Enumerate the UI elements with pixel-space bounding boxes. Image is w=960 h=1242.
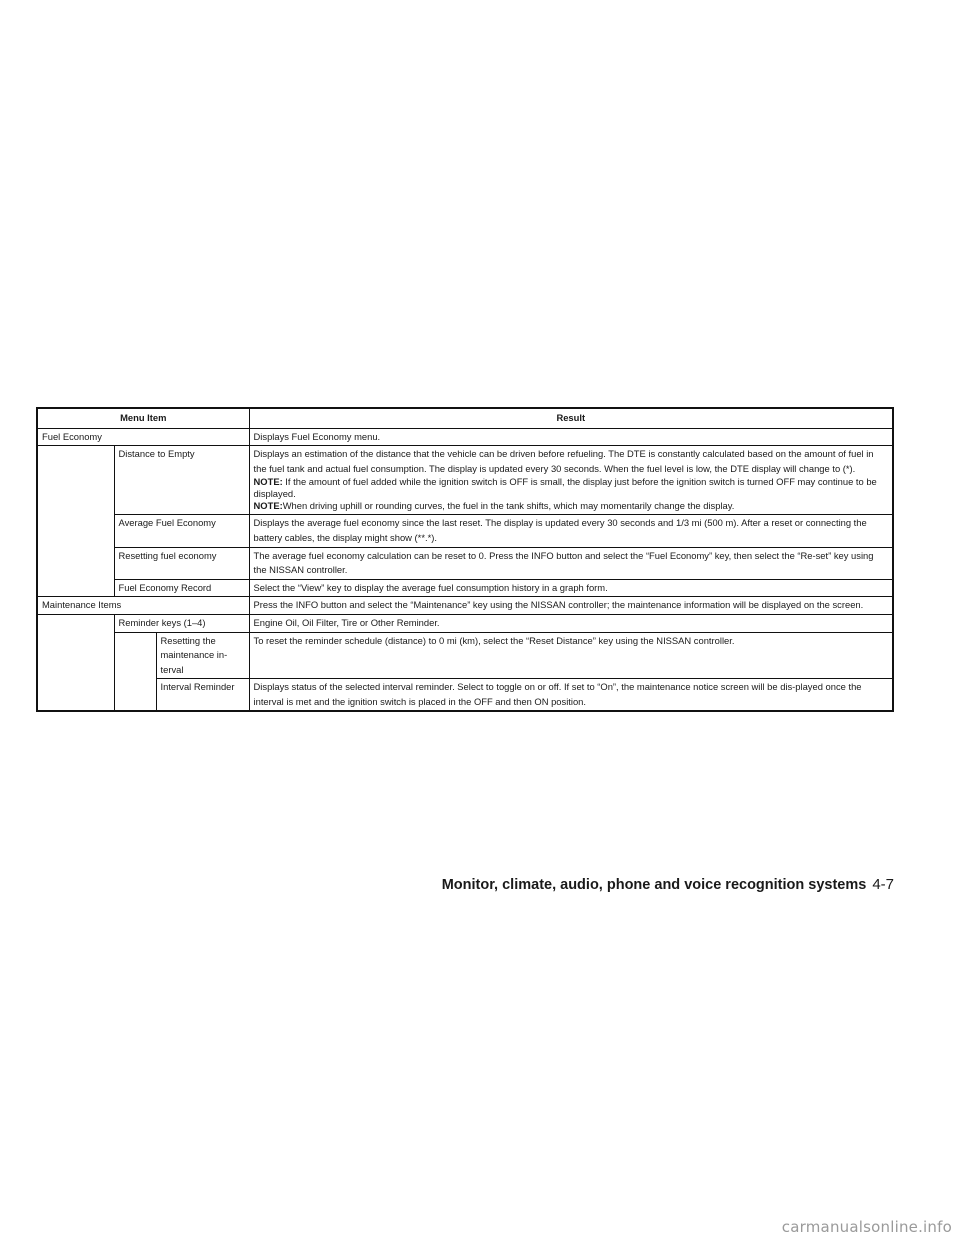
menu-item-fuel-economy: Fuel Economy — [37, 428, 249, 446]
result-interval-reminder: Displays status of the selected interval reminder. Select to toggle on or off. If set to “On”, the maintenance notice screen will be dis-played once the interval is met and the ignition switch is placed in the OFF and then ON position. — [249, 679, 893, 712]
menu-item-interval-reminder: Interval Reminder — [156, 679, 249, 712]
table-row-fuel-economy — [37, 428, 893, 446]
table-row-reminder-keys — [37, 614, 893, 632]
menu-item-table — [36, 407, 894, 712]
page-number: 4-7 — [872, 876, 894, 893]
menu-item-header: Menu Item — [37, 408, 249, 428]
table-row-resetting-fuel-economy — [37, 547, 893, 579]
menu-item-average-fuel-economy: Average Fuel Economy — [114, 515, 249, 547]
result-average-fuel-economy: Displays the average fuel economy since the last reset. The display is updated every 30 seconds and 1/3 mi (500 m). After a reset or connecting the battery cables, the display might show (**.*). — [249, 515, 893, 547]
menu-item-fuel-economy-record: Fuel Economy Record — [114, 579, 249, 597]
page-footer — [442, 876, 894, 893]
table-row-average-fuel-economy — [37, 515, 893, 547]
result-resetting-interval: To reset the reminder schedule (distance) to 0 mi (km), select the “Reset Distance” key using the NISSAN controller. — [249, 632, 893, 679]
menu-table-container — [36, 407, 894, 712]
result-fuel-economy-record: Select the “View” key to display the average fuel consumption history in a graph form. — [249, 579, 893, 597]
table-row-resetting-interval — [37, 632, 893, 679]
note-text: When driving uphill or rounding curves, the fuel in the tank shifts, which may momentarily change the display. — [282, 499, 735, 511]
dte-note-1 — [254, 476, 888, 499]
result-distance-to-empty — [249, 446, 893, 515]
note-text: If the amount of fuel added while the ignition switch is OFF is small, the display just before the ignition switch is turned OFF may continue to be displayed. — [253, 476, 877, 499]
result-resetting-fuel-economy: The average fuel economy calculation can be reset to 0. Press the INFO button and select the “Fuel Economy” key, then select the “Re-set” key using the NISSAN controller. — [249, 547, 893, 579]
result-reminder-keys: Engine Oil, Oil Filter, Tire or Other Reminder. — [249, 614, 893, 632]
dte-description: Displays an estimation of the distance that the vehicle can be driven before refueling. The DTE is constantly calculated based on the amount of fuel in the fuel tank and actual fuel consumption. The display is updated every 30 seconds. When the fuel level is low, the DTE display will change to (*). — [253, 448, 874, 474]
table-row-interval-reminder — [37, 679, 893, 712]
result-fuel-economy: Displays Fuel Economy menu. — [249, 428, 893, 446]
watermark: carmanualsonline.info — [781, 1218, 952, 1236]
table-row-distance-to-empty — [37, 446, 893, 515]
note-label: NOTE: — [253, 499, 283, 511]
result-maintenance-items: Press the INFO button and select the “Maintenance” key using the NISSAN controller; the maintenance information will be displayed on the screen. — [249, 597, 893, 615]
note-label: NOTE: — [253, 476, 283, 488]
menu-item-reminder-keys: Reminder keys (1–4) — [114, 614, 249, 632]
indent-cell-maintenance — [37, 614, 114, 711]
menu-item-maintenance-items: Maintenance Items — [37, 597, 249, 615]
indent-cell-reminder-keys — [114, 632, 156, 711]
table-row-fuel-economy-record — [37, 579, 893, 597]
indent-cell-fuel-economy — [37, 446, 114, 597]
dte-note-2 — [254, 499, 888, 514]
result-header: Result — [249, 408, 893, 428]
menu-item-resetting-fuel-economy: Resetting fuel economy — [114, 547, 249, 579]
table-row-maintenance-items — [37, 597, 893, 615]
menu-item-distance-to-empty: Distance to Empty — [114, 446, 249, 515]
section-title: Monitor, climate, audio, phone and voice recognition systems — [441, 877, 867, 893]
table-header-row — [37, 408, 893, 428]
menu-item-resetting-interval: Resetting the maintenance in-terval — [156, 632, 249, 679]
